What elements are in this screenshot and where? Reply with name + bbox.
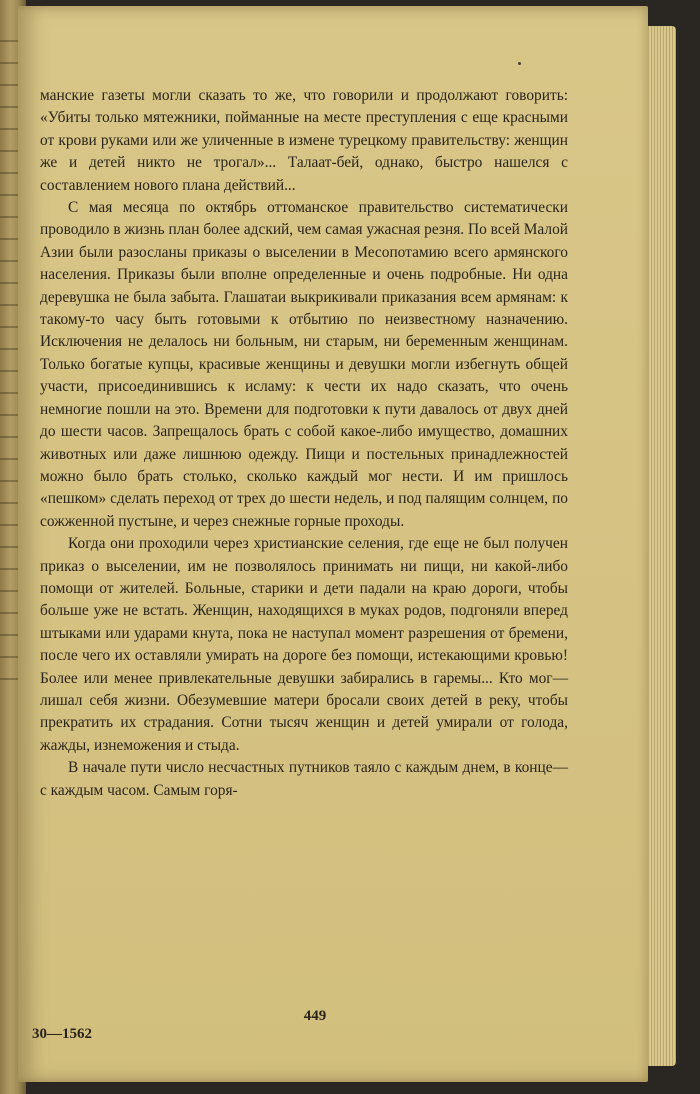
page-edges	[646, 26, 676, 1066]
paragraph-4: В начале пути число несчастных путников таяло с каждым днем, в конце—с каждым часом. Самым горя-	[40, 759, 568, 799]
paragraph-2: С мая месяца по октябрь оттоманское правительство систематически проводило в жизнь план более адский, чем самая ужасная резня. По всей Малой Азии были разосланы приказы о выселении в Месопотамию всего армянского населения. Приказы были вполне определенные и очень подробные. Ни одна деревушка не была забыта. Глашатаи выкрикивали приказания всем армянам: к такому-то часу быть готовыми к отбытию по неизвестному назначению. Исключения не делалось ни больным, ни старым, ни беременным женщинам. Только богатые купцы, красивые женщины и девушки могли избегнуть общей участи, присоединившись к исламу: к чести их надо сказать, что очень немногие пошли на это. Времени для подготовки к пути давалось от двух дней до шести часов. Запрещалось брать с собой какое-либо имущество, домашних животных или даже лишнюю одежду. Пищи и постельных принадлежностей можно было брать столько, сколько каждый мог нести. И им пришлось «пешком» сделать переход от трех до шести недель, и под палящим солнцем, по сожженной пустыне, и через снежные горные проходы.	[40, 199, 569, 530]
paragraph-3: Когда они проходили через христианские селения, где еще не был получен приказ о выселении, им не позволялось принимать ни пищи, ни какой-либо помощи от жителей. Больные, старики и дети падали на краю дороги, чтобы больше уже не встать. Женщин, находящихся в муках родов, подгоняли вперед штыками или ударами кнута, пока не наступал момент разрешения от бремени, после чего их оставляли умирать на дороге без помощи, истекающими кровью! Более или менее привлекательные девушки забирались в гаремы... Кто мог—лишал себя жизни. Обезумевшие матери бросали своих детей в реку, чтобы прекратить их страдания. Сотни тысяч женщин и детей умирали от голода, жажды, изнеможения и стыда.	[40, 535, 568, 754]
paragraph-1: манские газеты могли сказать то же, что говорили и продолжают говорить: «Убиты только мятежники, пойманные на месте преступления с еще красными от крови руками или же уличенные в измене турецкому правительству: женщин же и детей никто не трогал»... Талаат-бей, однако, быстро нашелся с составлением нового плана действий...	[40, 87, 568, 194]
printer-signature-mark: 30—1562	[32, 1026, 92, 1042]
print-speck	[518, 62, 521, 65]
page-number: 449	[303, 1008, 327, 1024]
page-body-text	[40, 85, 568, 802]
